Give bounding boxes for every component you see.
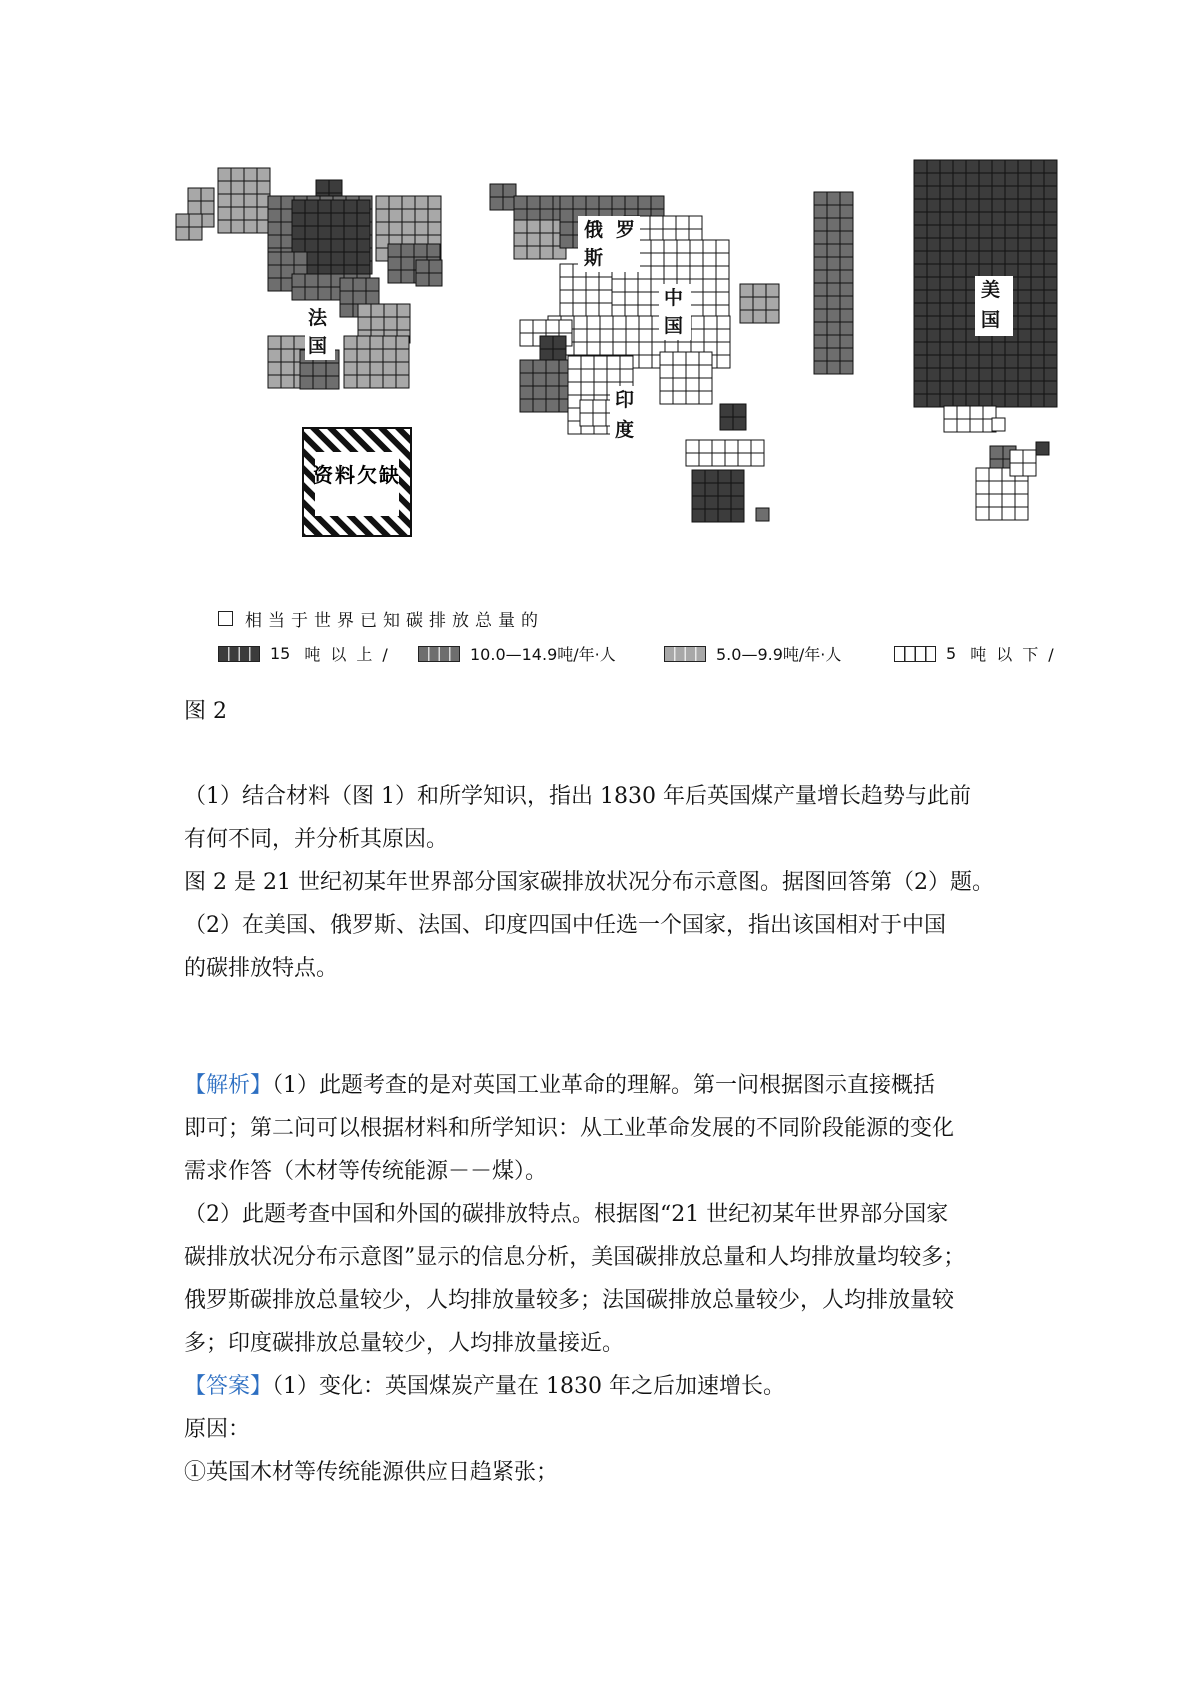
france-label-2: 国 (308, 335, 328, 357)
legend-title: 相当于世界已知碳排放总量的 (218, 606, 544, 631)
answer-line-1: 【答案】（1）变化：英国煤炭产量在 1830 年之后加速增长。 (184, 1374, 785, 1399)
legend-item-dark: 15 吨以上/ (218, 642, 398, 665)
se-asia-block (660, 352, 712, 404)
figure-caption: 图 2 (184, 699, 227, 724)
answer-line-3: ①英国木材等传统能源供应日趋紧张； (184, 1460, 559, 1485)
carbon-emission-cartogram (0, 0, 1200, 560)
question-2-line-1: （2）在美国、俄罗斯、法国、印度四国中任选一个国家，指出该国相对于中国 (184, 913, 946, 938)
analysis-line-7: 多；印度碳排放总量较少，人均排放量接近。 (184, 1331, 625, 1356)
swatch-white (894, 646, 936, 662)
iceland-block (176, 214, 202, 240)
russia-label-2: 罗 (616, 219, 636, 241)
swatch-medium (418, 646, 460, 662)
legend-cell-icon (218, 611, 233, 626)
korea-block (720, 404, 746, 430)
indonesia-block (686, 440, 764, 466)
belarus-ru-block (514, 220, 566, 259)
usa-label-2: 国 (981, 309, 1001, 331)
italy-block (344, 336, 409, 388)
swatch-light (664, 646, 706, 662)
answer-line-2: 原因： (184, 1417, 251, 1442)
india-label-2: 度 (615, 419, 635, 441)
russia-label-3: 斯 (584, 247, 604, 269)
no-data-label: 资料欠缺 (313, 463, 401, 487)
analysis-line-2: 即可；第二问可以根据材料和所学知识：从工业革命发展的不同阶段能源的变化 (184, 1116, 955, 1141)
nz-block (756, 508, 769, 521)
legend-item-light: 5.0—9.9吨/年·人 (664, 642, 841, 665)
france-label-1: 法 (308, 307, 328, 329)
answer-tag: 【答案】 (184, 1374, 273, 1399)
australia-block (692, 470, 744, 522)
china-label-2: 国 (664, 315, 684, 337)
swatch-dark (218, 646, 260, 662)
analysis-tag: 【解析】 (184, 1073, 273, 1098)
analysis-line-3: 需求作答（木材等传统能源－－煤）。 (184, 1159, 548, 1184)
iran-block (540, 336, 566, 362)
usa-label-1: 美 (981, 279, 1001, 301)
analysis-line-6: 俄罗斯碳排放总量较少，人均排放量较多；法国碳排放总量较少，人均排放量较 (184, 1288, 955, 1313)
legend (218, 642, 1078, 664)
cuba-block (992, 418, 1005, 431)
question-2-line-2: 的碳排放特点。 (184, 956, 339, 981)
legend-item-white: 5 吨以下/ (894, 642, 1064, 665)
legend-item-medium: 10.0—14.9吨/年·人 (418, 642, 616, 665)
question-1-line-2: 有何不同，并分析其原因。 (184, 827, 449, 852)
canada-block (814, 192, 853, 374)
india-label-1: 印 (615, 389, 635, 411)
colombia-block (1010, 450, 1036, 476)
analysis-line-5: 碳排放状况分布示意图”显示的信息分析，美国碳排放总量和人均排放量均较多； (184, 1245, 966, 1270)
uk-block (218, 168, 270, 233)
finland-block (490, 184, 516, 210)
russia-label-1: 俄 (584, 219, 604, 241)
venezuela-block (1036, 442, 1049, 455)
mexico-block (944, 406, 996, 432)
no-data-block (303, 428, 411, 536)
figure-2-intro: 图 2 是 21 世纪初某年世界部分国家碳排放状况分布示意图。据图回答第（2）题。 (184, 870, 994, 895)
china-label-1: 中 (664, 287, 684, 309)
japan-block (740, 284, 779, 323)
analysis-line-1: 【解析】（1）此题考查的是对英国工业革命的理解。第一问根据图示直接概括 (184, 1073, 936, 1098)
middle-east-block (520, 360, 572, 412)
belarus-block (416, 260, 442, 286)
question-1-line-1: （1）结合材料（图 1）和所学知识，指出 1830 年后英国煤产量增长趋势与此前 (184, 784, 971, 809)
analysis-line-4: （2）此题考查中国和外国的碳排放特点。根据图“21 世纪初某年世界部分国家 (184, 1202, 949, 1227)
